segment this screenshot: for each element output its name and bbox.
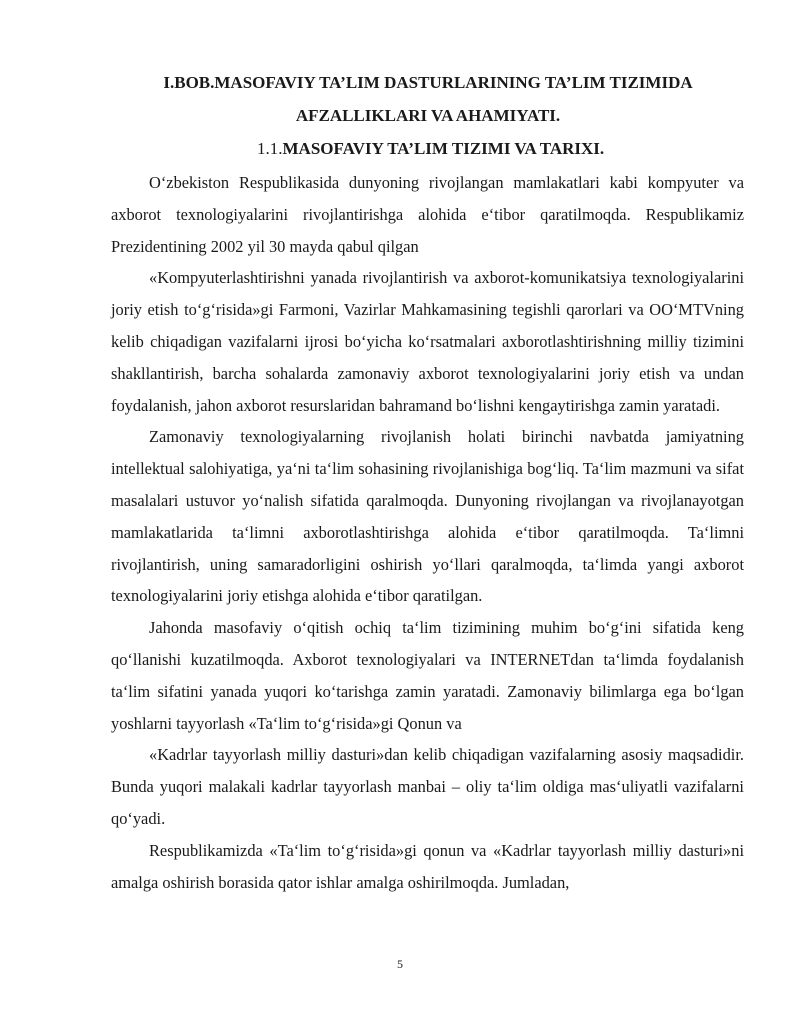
section-title: MASOFAVIY TA’LIM TIZIMI VA TARIXI. bbox=[282, 139, 605, 158]
paragraph: «Kadrlar tayyorlash milliy dasturi»dan kelib chiqadigan vazifalarning asosiy maqsadidir. Bunda yuqori malakali kadrlar tayyorlash manbai – oliy ta‘lim oldiga mas‘uliyatli vazifalarni qo‘yadi. bbox=[111, 745, 744, 828]
paragraph: Jahonda masofaviy o‘qitish ochiq ta‘lim tizimining muhim bo‘g‘ini sifatida keng qo‘llanishi kuzatilmoqda. Axborot texnologiyalari va INTERNETdan ta‘limda foydalanish ta‘lim sifatini yanada yuqori ko‘tarishga zamin yaratadi. Zamonaviy bilimlarga ega bo‘lgan yoshlarni tayyorlash «Ta‘lim to‘g‘risida»gi Qonun va bbox=[111, 618, 744, 733]
chapter-heading-line-2: AFZALLIKLARI VA AHAMIYATI. bbox=[295, 106, 561, 125]
body-text bbox=[111, 167, 744, 898]
page-number: 5 bbox=[397, 957, 403, 971]
section-number: 1.1. bbox=[257, 139, 283, 158]
paragraph: O‘zbekiston Respublikasida dunyoning rivojlangan mamlakatlari kabi kompyuter va axborot texnologiyalarini rivojlantirishga alohida e‘tibor qaratilmoqda. Respublikamiz Prezidentining 2002 yil 30 mayda qabul qilgan bbox=[111, 173, 744, 256]
paragraph: Respublikamizda «Ta‘lim to‘g‘risida»gi qonun va «Kadrlar tayyorlash milliy dasturi»ni amalga oshirish borasida qator ishlar amalga oshirilmoqda. Jumladan, bbox=[111, 840, 744, 892]
paragraph: «Kompyuterlashtirishni yanada rivojlantirish va axborot-komunikatsiya texnologiyalarini joriy etish to‘g‘risida»gi Farmoni, Vazirlar Mahkamasining tegishli qarorlari va OO‘MTVning kelib chiqadigan vazifalarni ijrosi bo‘yicha ko‘rsatmalari axborotlashtirishning milliy tizimini shakllantirish, barcha sohalarda zamonaviy axborot texnologiyalarini joriy etish va undan foydalanish, jahon axborot resurslaridan bahramand bo‘lishni kengaytirishga zamin yaratadi. bbox=[111, 268, 744, 415]
paragraph: Zamonaviy texnologiyalarning rivojlanish holati birinchi navbatda jamiyatning intellektual salohiyatiga, ya‘ni ta‘lim sohasining rivojlanishiga bog‘liq. Ta‘lim mazmuni va sifat masalalari ustuvor yo‘nalish sifatida qaralmoqda. Dunyoning rivojlangan va rivojlanayotgan mamlakatlarida ta‘limni axborotlashtirishga alohida e‘tibor qaratilmoqda. Ta‘limni rivojlantirish, uning samaradorligini oshirish yo‘llari qaralmoqda, ta‘limda yangi axborot texnologiyalarini joriy etishga alohida e‘tibor qaratilgan. bbox=[111, 427, 744, 606]
chapter-heading-line-1: I.BOB.MASOFAVIY TA’LIM DASTURLARINING TA’LIM TIZIMIDA bbox=[163, 73, 693, 92]
section-subheading bbox=[257, 138, 604, 160]
